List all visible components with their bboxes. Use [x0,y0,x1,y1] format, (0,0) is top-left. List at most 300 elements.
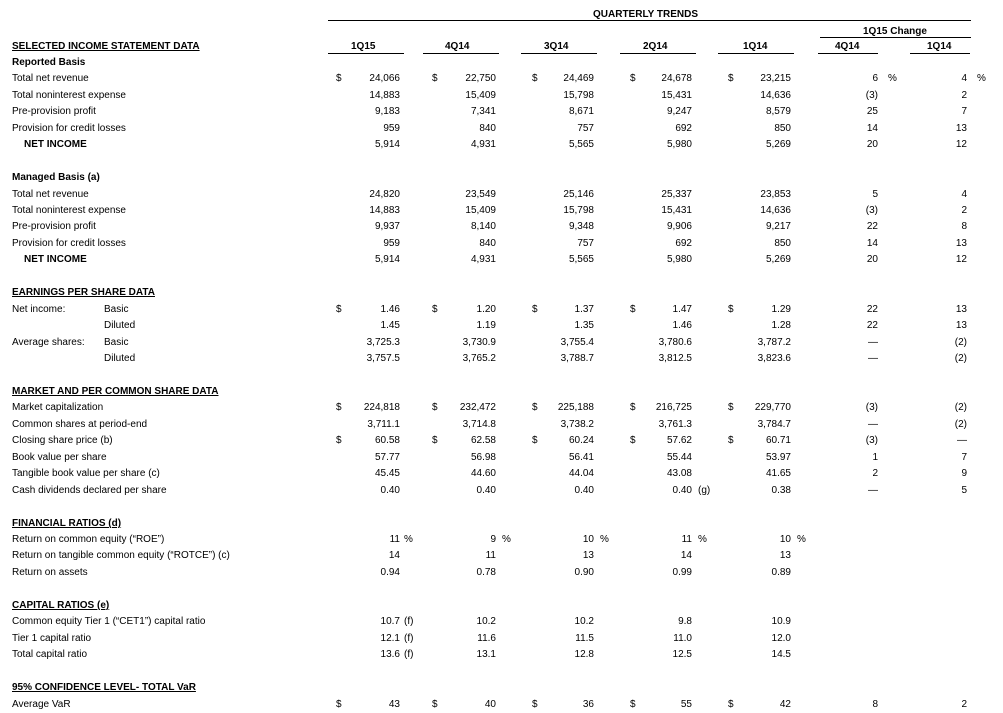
change-value: (2) [954,419,967,430]
cell-value: 3,784.7 [757,419,791,430]
table-row [0,219,1003,235]
cell-note: (f) [404,616,414,627]
change-value: — [868,419,878,430]
change-value: 4 [961,189,967,200]
period-header: 2Q14 [643,41,668,52]
cell-value: 5,565 [568,254,594,265]
change-value: (2) [954,337,967,348]
cell-value: 22,750 [465,73,496,84]
cell-value: 232,472 [459,402,496,413]
cell-value: 56.98 [470,452,496,463]
row-label: Total noninterest expense [12,205,126,216]
period-header: 1Q15 [351,41,376,52]
cell-value: 0.99 [672,567,692,578]
table-row [0,516,1003,532]
period-header-rule [521,53,597,54]
row-sublabel: Diluted [104,353,136,364]
dollar-sign: $ [728,304,734,315]
change-value: — [957,435,967,446]
cell-value: 11 [389,534,400,545]
cell-value: 1.19 [476,320,496,331]
dollar-sign: $ [336,699,342,710]
cell-value: 3,780.6 [658,337,692,348]
cell-value: 0.40 [574,485,594,496]
cell-note: % [600,534,609,545]
table-row [0,285,1003,301]
table-row [0,71,1003,87]
change-value: 22 [866,221,878,232]
change-value: 14 [866,238,878,249]
dollar-sign: $ [336,402,342,413]
row-label: Average shares: [12,337,85,348]
cell-value: 0.38 [771,485,791,496]
row-label: Pre-provision profit [12,106,96,117]
period-header-rule [423,53,499,54]
cell-value: 15,409 [465,90,496,101]
change-title: 1Q15 Change [863,26,927,37]
change-value: 13 [955,304,967,315]
percent-sign: % [888,73,897,84]
cell-value: 3,812.5 [658,353,692,364]
cell-value: 3,738.2 [560,419,594,430]
dollar-sign: $ [336,435,342,446]
change-value: 12 [955,254,967,265]
table-row [0,614,1003,630]
cell-value: 3,730.9 [462,337,496,348]
change-value: 25 [866,106,878,117]
dollar-sign: $ [432,435,438,446]
cell-value: 60.71 [765,435,791,446]
cell-value: 1.45 [380,320,400,331]
cell-value: 24,678 [661,73,692,84]
cell-value: 5,980 [666,254,692,265]
table-row [0,318,1003,334]
dollar-sign: $ [532,402,538,413]
cell-value: 24,066 [369,73,400,84]
cell-value: 15,798 [563,205,594,216]
change-value: 5 [961,485,967,496]
cell-value: 12.5 [672,649,692,660]
dollar-sign: $ [432,699,438,710]
row-sublabel: Basic [104,304,129,315]
row-label: Total capital ratio [12,649,88,660]
cell-value: 5,269 [765,254,791,265]
cell-value: 60.24 [568,435,594,446]
row-label: Total net revenue [12,189,89,200]
cell-value: 8,579 [765,106,791,117]
row-label: NET INCOME [24,139,87,150]
cell-value: 11.5 [575,633,594,644]
cell-value: 10.7 [380,616,400,627]
table-row [0,631,1003,647]
row-label: Return on tangible common equity (“ROTCE”) (c) [12,550,230,561]
cell-value: 10.2 [476,616,496,627]
table-row [0,335,1003,351]
row-sublabel: Diluted [104,320,136,331]
percent-sign: % [977,73,986,84]
cell-value: 1.28 [771,320,791,331]
cell-value: 8,671 [568,106,594,117]
row-label: Average VaR [12,699,71,710]
cell-value: 14,636 [760,90,791,101]
cell-value: 5,980 [666,139,692,150]
table-row [0,137,1003,153]
cell-value: 850 [774,123,791,134]
dollar-sign: $ [336,73,342,84]
cell-value: 692 [675,123,692,134]
change-value: 2 [872,468,878,479]
cell-value: 57.77 [374,452,400,463]
dollar-sign: $ [630,699,636,710]
change-value: 2 [961,205,967,216]
change-value: 6 [872,73,878,84]
change-value: 12 [955,139,967,150]
cell-value: 692 [675,238,692,249]
row-label: Cash dividends declared per share [12,485,167,496]
cell-value: 55 [680,699,692,710]
table-row [0,697,1003,713]
table-row [0,302,1003,318]
cell-value: 23,853 [760,189,791,200]
change-value: 20 [866,139,878,150]
cell-value: 13 [779,550,791,561]
change-value: 20 [866,254,878,265]
change-period-header: 4Q14 [835,41,860,52]
change-value: 9 [961,468,967,479]
cell-value: 5,269 [765,139,791,150]
change-value: 5 [872,189,878,200]
cell-value: 5,914 [374,139,400,150]
dollar-sign: $ [532,699,538,710]
cell-value: 10.2 [574,616,594,627]
cell-value: 14,883 [369,205,400,216]
cell-value: 224,818 [363,402,400,413]
cell-value: 9 [490,534,496,545]
cell-value: 0.40 [380,485,400,496]
change-value: 14 [866,123,878,134]
table-row [0,400,1003,416]
cell-value: 5,914 [374,254,400,265]
cell-value: 0.89 [771,567,791,578]
cell-value: 0.40 [672,485,692,496]
cell-value: 4,931 [470,254,496,265]
period-header: 4Q14 [445,41,470,52]
cell-value: 3,757.5 [366,353,400,364]
cell-value: 9,247 [666,106,692,117]
cell-value: 23,549 [465,189,496,200]
change-value: 13 [955,238,967,249]
cell-value: 8,140 [470,221,496,232]
cell-value: 3,787.2 [757,337,791,348]
row-label: Provision for credit losses [12,238,126,249]
cell-value: 13.6 [380,649,400,660]
cell-value: 225,188 [557,402,594,413]
change-period-header: 1Q14 [927,41,952,52]
cell-value: 7,341 [470,106,496,117]
section-heading: MARKET AND PER COMMON SHARE DATA [12,386,219,397]
period-header-rule [328,53,404,54]
cell-value: 14.5 [771,649,791,660]
cell-value: 9,906 [666,221,692,232]
change-rule [820,37,971,38]
period-header: 3Q14 [544,41,569,52]
cell-value: 0.94 [380,567,400,578]
table-row [0,55,1003,71]
dollar-sign: $ [728,73,734,84]
cell-value: 56.41 [568,452,594,463]
cell-value: 11.0 [673,633,692,644]
cell-value: 55.44 [666,452,692,463]
cell-note: (f) [404,649,414,660]
change-value: 2 [961,699,967,710]
cell-value: 9,348 [568,221,594,232]
subsection-label: Reported Basis [12,57,86,68]
cell-value: 25,337 [661,189,692,200]
cell-value: 229,770 [754,402,791,413]
cell-value: 53.97 [765,452,791,463]
cell-note: % [698,534,707,545]
cell-value: 850 [774,238,791,249]
change-value: (3) [865,205,878,216]
section-heading: EARNINGS PER SHARE DATA [12,287,155,298]
row-label: Return on common equity (“ROE”) [12,534,165,545]
change-value: 13 [955,123,967,134]
cell-value: 10.9 [771,616,791,627]
cell-value: 15,798 [563,90,594,101]
row-label: Return on assets [12,567,88,578]
change-value: (2) [954,402,967,413]
change-value: 4 [961,73,967,84]
cell-value: 3,714.8 [462,419,496,430]
cell-value: 1.47 [672,304,692,315]
cell-value: 15,431 [661,90,692,101]
cell-value: 0.40 [476,485,496,496]
cell-value: 13 [582,550,594,561]
change-value: — [868,337,878,348]
cell-value: 43.08 [666,468,692,479]
change-value: 7 [961,106,967,117]
section-heading: FINANCIAL RATIOS (d) [12,518,122,529]
change-value: (3) [865,90,878,101]
row-label: Common shares at period-end [12,419,148,430]
table-row [0,236,1003,252]
cell-value: 3,823.6 [757,353,791,364]
dollar-sign: $ [336,304,342,315]
table-row [0,417,1003,433]
section-title-income: SELECTED INCOME STATEMENT DATA [12,41,200,52]
cell-value: 60.58 [374,435,400,446]
row-label: Book value per share [12,452,107,463]
cell-value: 959 [383,123,400,134]
change-value: 1 [872,452,878,463]
change-value: 2 [961,90,967,101]
table-row [0,483,1003,499]
dollar-sign: $ [532,304,538,315]
cell-value: 14,636 [760,205,791,216]
dollar-sign: $ [728,402,734,413]
cell-value: 11 [485,550,496,561]
cell-value: 12.1 [380,633,400,644]
row-label: Pre-provision profit [12,221,96,232]
cell-value: 44.60 [470,468,496,479]
cell-note: % [404,534,413,545]
period-header: 1Q14 [743,41,768,52]
dollar-sign: $ [630,73,636,84]
table-row [0,647,1003,663]
table-row [0,466,1003,482]
dollar-sign: $ [432,402,438,413]
cell-value: 10 [779,534,791,545]
cell-value: 757 [577,238,594,249]
section-heading: 95% CONFIDENCE LEVEL- TOTAL VaR [12,682,196,693]
dollar-sign: $ [630,402,636,413]
cell-value: 12.0 [771,633,791,644]
change-header-rule [818,53,878,54]
cell-value: 9,183 [374,106,400,117]
table-row [0,433,1003,449]
cell-value: 840 [479,123,496,134]
dollar-sign: $ [532,73,538,84]
dollar-sign: $ [532,435,538,446]
cell-value: 0.78 [476,567,496,578]
cell-value: 3,761.3 [658,419,692,430]
cell-value: 62.58 [470,435,496,446]
row-label: Tangible book value per share (c) [12,468,160,479]
table-row [0,532,1003,548]
table-row [0,384,1003,400]
row-label: Market capitalization [12,402,104,413]
cell-value: 14 [388,550,400,561]
cell-value: 24,820 [369,189,400,200]
cell-value: 3,788.7 [560,353,594,364]
change-value: 22 [866,304,878,315]
cell-value: 23,215 [760,73,791,84]
row-sublabel: Basic [104,337,129,348]
cell-value: 57.62 [666,435,692,446]
cell-value: 11 [681,534,692,545]
cell-value: 43 [388,699,400,710]
dollar-sign: $ [630,304,636,315]
cell-value: 1.35 [574,320,594,331]
cell-value: 12.8 [574,649,594,660]
cell-value: 44.04 [568,468,594,479]
change-value: 8 [872,699,878,710]
period-header-rule [620,53,696,54]
cell-value: 3,725.3 [366,337,400,348]
cell-value: 1.46 [672,320,692,331]
cell-value: 15,431 [661,205,692,216]
cell-value: 757 [577,123,594,134]
cell-value: 959 [383,238,400,249]
cell-note: (f) [404,633,414,644]
quarterly-trends-title: QUARTERLY TRENDS [593,9,699,20]
cell-value: 1.20 [476,304,496,315]
change-value: (3) [865,402,878,413]
row-label: Provision for credit losses [12,123,126,134]
table-row [0,187,1003,203]
change-header-rule [910,53,970,54]
row-label: Net income: [12,304,66,315]
row-label: Total noninterest expense [12,90,126,101]
change-value: 22 [866,320,878,331]
cell-value: 3,755.4 [560,337,594,348]
cell-value: 24,469 [563,73,594,84]
cell-value: 14,883 [369,90,400,101]
table-row [0,450,1003,466]
cell-value: 42 [779,699,791,710]
section-heading: CAPITAL RATIOS (e) [12,600,110,611]
dollar-sign: $ [728,699,734,710]
cell-value: 840 [479,238,496,249]
cell-note: % [797,534,806,545]
period-header-rule [718,53,794,54]
dollar-sign: $ [432,73,438,84]
change-value: 7 [961,452,967,463]
dollar-sign: $ [630,435,636,446]
table-row [0,203,1003,219]
cell-note: % [502,534,511,545]
dollar-sign: $ [432,304,438,315]
change-value: (3) [865,435,878,446]
cell-value: 216,725 [655,402,692,413]
cell-value: 9,217 [765,221,791,232]
cell-value: 40 [484,699,496,710]
cell-value: 9,937 [374,221,400,232]
dollar-sign: $ [728,435,734,446]
table-row [0,598,1003,614]
row-label: Tier 1 capital ratio [12,633,92,644]
cell-value: 25,146 [563,189,594,200]
cell-value: 36 [582,699,594,710]
cell-value: 3,711.1 [367,419,400,430]
table-row [0,170,1003,186]
table-row [0,252,1003,268]
table-row [0,565,1003,581]
table-row [0,680,1003,696]
change-value: — [868,353,878,364]
row-label: Common equity Tier 1 (“CET1”) capital ratio [12,616,206,627]
cell-value: 3,765.2 [462,353,496,364]
trends-top-rule [328,20,971,21]
cell-value: 11.6 [477,633,496,644]
cell-value: 1.46 [380,304,400,315]
change-value: (2) [954,353,967,364]
row-label: NET INCOME [24,254,87,265]
cell-value: 15,409 [465,205,496,216]
subsection-label: Managed Basis (a) [12,172,100,183]
row-label: Closing share price (b) [12,435,113,446]
change-value: 13 [955,320,967,331]
cell-value: 13.1 [476,649,496,660]
cell-value: 1.37 [574,304,594,315]
cell-value: 14 [680,550,692,561]
cell-value: 0.90 [574,567,594,578]
table-row [0,104,1003,120]
cell-value: 5,565 [568,139,594,150]
cell-note: (g) [698,485,711,496]
cell-value: 10 [582,534,594,545]
cell-value: 1.29 [771,304,791,315]
cell-value: 9.8 [678,616,692,627]
change-value: — [868,485,878,496]
cell-value: 41.65 [765,468,791,479]
table-row [0,548,1003,564]
table-row [0,351,1003,367]
cell-value: 4,931 [470,139,496,150]
row-label: Total net revenue [12,73,89,84]
cell-value: 45.45 [374,468,400,479]
table-row [0,88,1003,104]
